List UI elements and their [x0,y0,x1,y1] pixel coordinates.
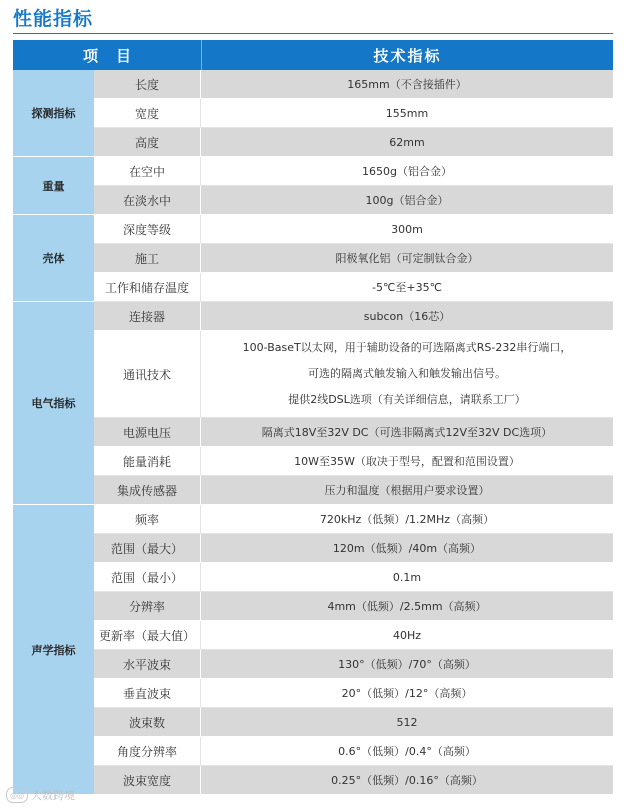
row-spec-value: 165mm（不含接插件） [347,78,467,91]
row-spec-value: 0.25°（低频）/0.16°（高频） [331,774,483,787]
row-item-label: 垂直波束 [94,679,201,707]
row-item-label: 连接器 [94,302,201,330]
row-spec-value: 100g（铝合金） [365,194,449,207]
table-row [94,273,613,302]
row-spec-value: 压力和温度（根据用户要求设置） [324,484,490,497]
spec-line: 100-BaseT以太网，用于辅助设备的可选隔离式RS-232串行端口， [242,341,572,354]
row-spec-value: 62mm [389,135,425,149]
row-spec-value: 1650g（铝合金） [362,165,452,178]
row-item-label: 工作和储存温度 [94,273,201,301]
row-spec-value: 155mm [385,106,429,120]
row-item-label: 高度 [94,128,201,156]
header-spec: 技术指标 [373,46,442,65]
table-row [94,563,613,592]
row-item-label: 波束宽度 [94,766,201,794]
table-row [94,331,613,418]
table-row [94,99,613,128]
table-row [94,534,613,563]
row-item-label: 更新率（最大值） [94,621,201,649]
row-spec-value: 20°（低频）/12°（高频） [341,687,473,700]
row-spec-value: 10W至35W（取决于型号，配置和范围设置） [294,455,520,468]
table-row [94,679,613,708]
row-item-label: 在空中 [94,157,201,185]
row-item-label: 施工 [94,244,201,272]
row-item-label: 分辨率 [94,592,201,620]
watermark-text: 大数跨境 [31,789,75,802]
table-row [94,418,613,447]
group-label: 壳体 [13,215,94,302]
eye-logo-icon: ◎◎ [6,787,28,803]
row-item-label: 集成传感器 [94,476,201,504]
row-spec-value: 隔离式18V至32V DC（可选非隔离式12V至32V DC选项） [261,426,553,439]
row-spec-value: 0.6°（低频）/0.4°（高频） [338,745,476,758]
row-item-label: 能量消耗 [94,447,201,475]
table-row [94,476,613,505]
row-spec-value: 130°（低频）/70°（高频） [338,658,476,671]
table-row [94,157,613,186]
row-spec-value: 120m（低频）/40m（高频） [332,542,482,555]
table-row [94,621,613,650]
row-item-label: 波束数 [94,708,201,736]
table-header [13,40,613,70]
table-row [94,302,613,331]
group-label: 声学指标 [13,505,94,795]
table-row [94,70,613,99]
row-item-label: 深度等级 [94,215,201,243]
group-label: 重量 [13,157,94,215]
row-item-label: 宽度 [94,99,201,127]
row-spec-value: 720kHz（低频）/1.2MHz（高频） [319,513,495,526]
table-row [94,447,613,476]
table-row [94,128,613,157]
table-row [94,215,613,244]
watermark [6,787,75,803]
row-spec-value [201,331,613,417]
spec-line: 可选的隔离式触发输入和触发输出信号。 [308,367,506,380]
row-item-label: 通讯技术 [94,331,201,417]
row-item-label: 频率 [94,505,201,533]
row-spec-value: 300m [391,222,423,236]
row-spec-value: subcon（16芯） [363,310,451,323]
table-row [94,766,613,795]
row-item-label: 在淡水中 [94,186,201,214]
title-divider [13,33,613,34]
group-label: 电气指标 [13,302,94,505]
row-item-label: 范围（最大） [94,534,201,562]
spec-table [13,70,613,795]
table-row [94,708,613,737]
table-row [94,592,613,621]
row-item-label: 电源电压 [94,418,201,446]
row-item-label: 角度分辨率 [94,737,201,765]
header-item: 项目 [82,46,149,65]
row-spec-value: 4mm（低频）/2.5mm（高频） [327,600,487,613]
table-row [94,186,613,215]
row-spec-value: 阳极氧化铝（可定制钛合金） [335,252,479,265]
row-item-label: 长度 [94,70,201,98]
table-row [94,505,613,534]
table-row [94,737,613,766]
row-spec-value: -5℃至+35℃ [372,281,442,294]
row-spec-value: 0.1m [392,570,422,584]
row-item-label: 范围（最小） [94,563,201,591]
row-spec-value: 512 [396,715,418,729]
row-item-label: 水平波束 [94,650,201,678]
group-label: 探测指标 [13,70,94,157]
page-title: 性能指标 [13,8,94,30]
spec-line: 提供2线DSL选项（有关详细信息，请联系工厂） [288,393,526,406]
table-row [94,244,613,273]
row-spec-value: 40Hz [392,628,422,642]
table-row [94,650,613,679]
